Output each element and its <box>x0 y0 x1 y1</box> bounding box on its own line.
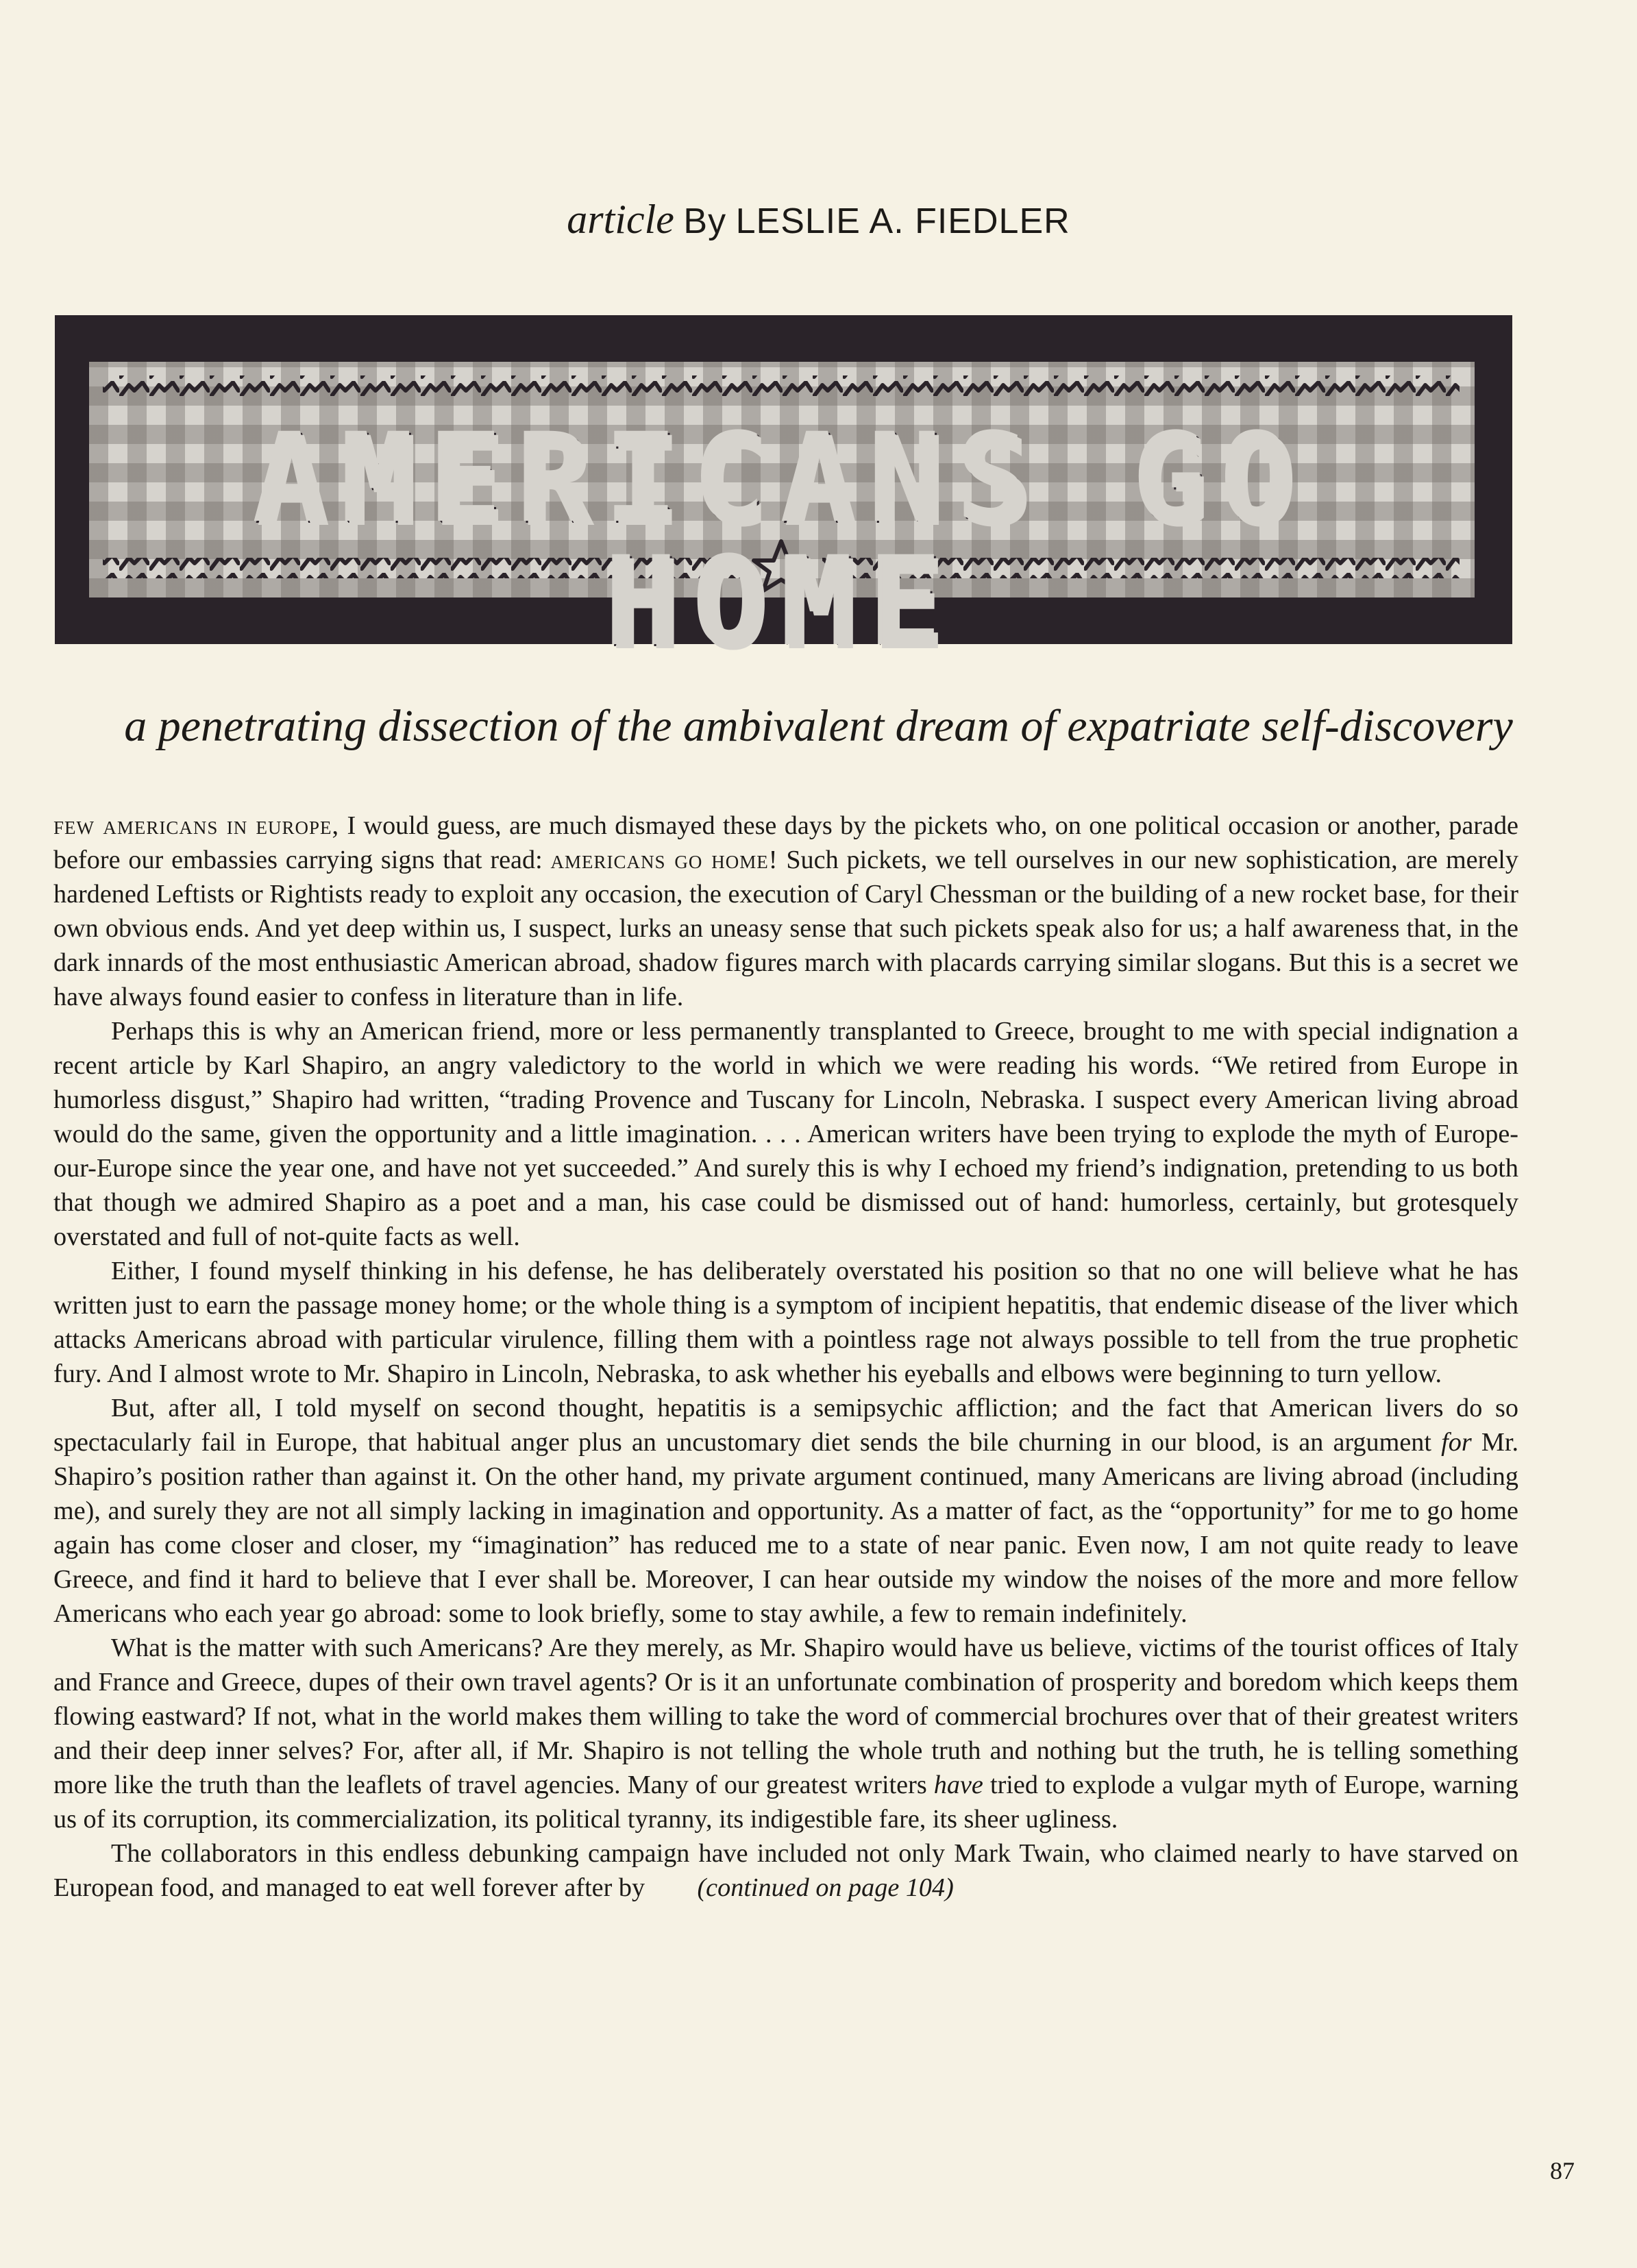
gingham-panel <box>89 362 1475 676</box>
continued-note[interactable]: (continued on page 104) <box>697 1873 954 1902</box>
article-subtitle: a penetrating dissection of the ambivalent dream of expatriate self-discovery <box>124 701 1513 751</box>
author-name: LESLIE A. FIEDLER <box>735 201 1070 241</box>
byline-by: By <box>683 201 727 241</box>
paragraph-5 <box>53 1631 1518 1836</box>
paragraph-6-text: The collaborators in this endless debunking campaign have included not only Mark Twain, who claimed nearly to have starved on European food, and managed to eat well forever after by <box>53 1839 1518 1902</box>
paragraph-4 <box>53 1391 1518 1631</box>
article-kind: article <box>567 197 674 242</box>
paragraph-1-text-b: Such pickets, we tell ourselves in our new sophistication, are merely hardened Leftists or Rightists ready to exploit any occasion, the execution of Caryl Chessman or the building of a new rocket base, for their own obvious ends. And yet deep within us, I suspect, lurks an uneasy sense that such pickets speak also for us; a half awareness that, in the dark innards of the most enthusiastic American abroad, shadow figures march with placards carrying similar slogans. But this is a secret we have always found easier to confess in literature than in life. <box>53 846 1518 1011</box>
paragraph-3: Either, I found myself thinking in his defense, he has deliberately overstated his position so that no one will believe what he has written just to earn the passage money home; or the whole thing is a symptom of incipient hepatitis, that endemic disease of the liver which attacks Americans abroad with particular virulence, filling them with a pointless rage not always possible to tell from the true prophetic fury. And I almost wrote to Mr. Shapiro in Lincoln, Nebraska, to ask whether his eyeballs and elbows were beginning to turn yellow. <box>53 1257 1518 1388</box>
lead-in: few americans in europe, <box>53 811 340 840</box>
paragraph-1 <box>53 809 1518 1014</box>
top-stitch-border <box>103 375 1460 396</box>
picket-slogan: americans go home! <box>550 846 778 874</box>
paragraph-5-text-a: What is the matter with such Americans? Are they merely, as Mr. Shapiro would have us believe, victims of the tourist offices of Italy and France and Greece, dupes of their own travel agents? Or is it an unfortunate combination of prosperity and boredom which keeps them flowing eastward? If not, what in the world makes them willing to take the word of commercial brochures over that of their greatest writers and their deep inner selves? For, after all, if Mr. Shapiro is not telling the whole truth and nothing but the truth, he is telling something more like the truth than the leaflets of travel agencies. Many of our greatest writers <box>53 1634 1518 1799</box>
page-number: 87 <box>1550 2157 1575 2184</box>
paragraph-4-text-a: But, after all, I told myself on second thought, hepatitis is a semipsychic affliction; and the fact that American livers do so spectacularly fail in Europe, that habitual anger plus an uncustomary diet sends the bile churning in our blood, is an argument <box>53 1394 1518 1457</box>
banner-title <box>89 409 1475 676</box>
emphasis-have: have <box>933 1771 983 1799</box>
article-body <box>53 809 1518 1905</box>
paragraph-6 <box>53 1836 1518 1905</box>
paragraph-2: Perhaps this is why an American friend, more or less permanently transplanted to Greece, brought to me with special indignation a recent article by Karl Shapiro, an angry valedictory to the world in which we were reading his words. “We retired from Europe in humorless disgust,” Shapiro had written, “trading Provence and Tuscany for Lincoln, Nebraska. I suspect every American living abroad would do the same, given the opportunity and a little imagination. . . . American writers have been trying to explode the myth of Europe-our-Europe since the year one, and have not yet succeeded.” And surely this is why I echoed my friend’s indignation, pretending to us both that though we admired Shapiro as a poet and a man, his case could be dismissed out of hand: humorless, certainly, but grotesquely overstated and full of not-quite facts as well. <box>53 1017 1518 1251</box>
emphasis-for: for <box>1441 1428 1472 1457</box>
paragraph-5-text-b: tried to explode a vulgar myth of Europe, warning us of its corruption, its commercialization, its political tyranny, its indigestible fare, its sheer ugliness. <box>53 1771 1518 1834</box>
title-banner-frame <box>55 315 1512 676</box>
byline <box>0 199 1637 240</box>
paragraph-4-text-b: Mr. Shapiro’s position rather than against it. On the other hand, my private argument continued, many Americans are living abroad (including me), and surely they are not all simply lacking in imagination and opportunity. As a matter of fact, as the “opportunity” for me to go home again has come closer and closer, my “imagination” has reduced me to a state of near panic. Even now, I am not quite ready to leave Greece, and find it hard to believe that I ever shall be. Moreover, I can hear outside my window the noises of the more and more fellow Americans who each year go abroad: some to look briefly, some to stay awhile, a few to remain indefinitely. <box>53 1428 1518 1628</box>
paragraph-1-text-a: I would guess, are much dismayed these days by the pickets who, on one political occasion or another, parade before our embassies carrying signs that read: <box>53 811 1518 874</box>
banner-title-text: AMERICANS GO HOME <box>254 409 1310 676</box>
